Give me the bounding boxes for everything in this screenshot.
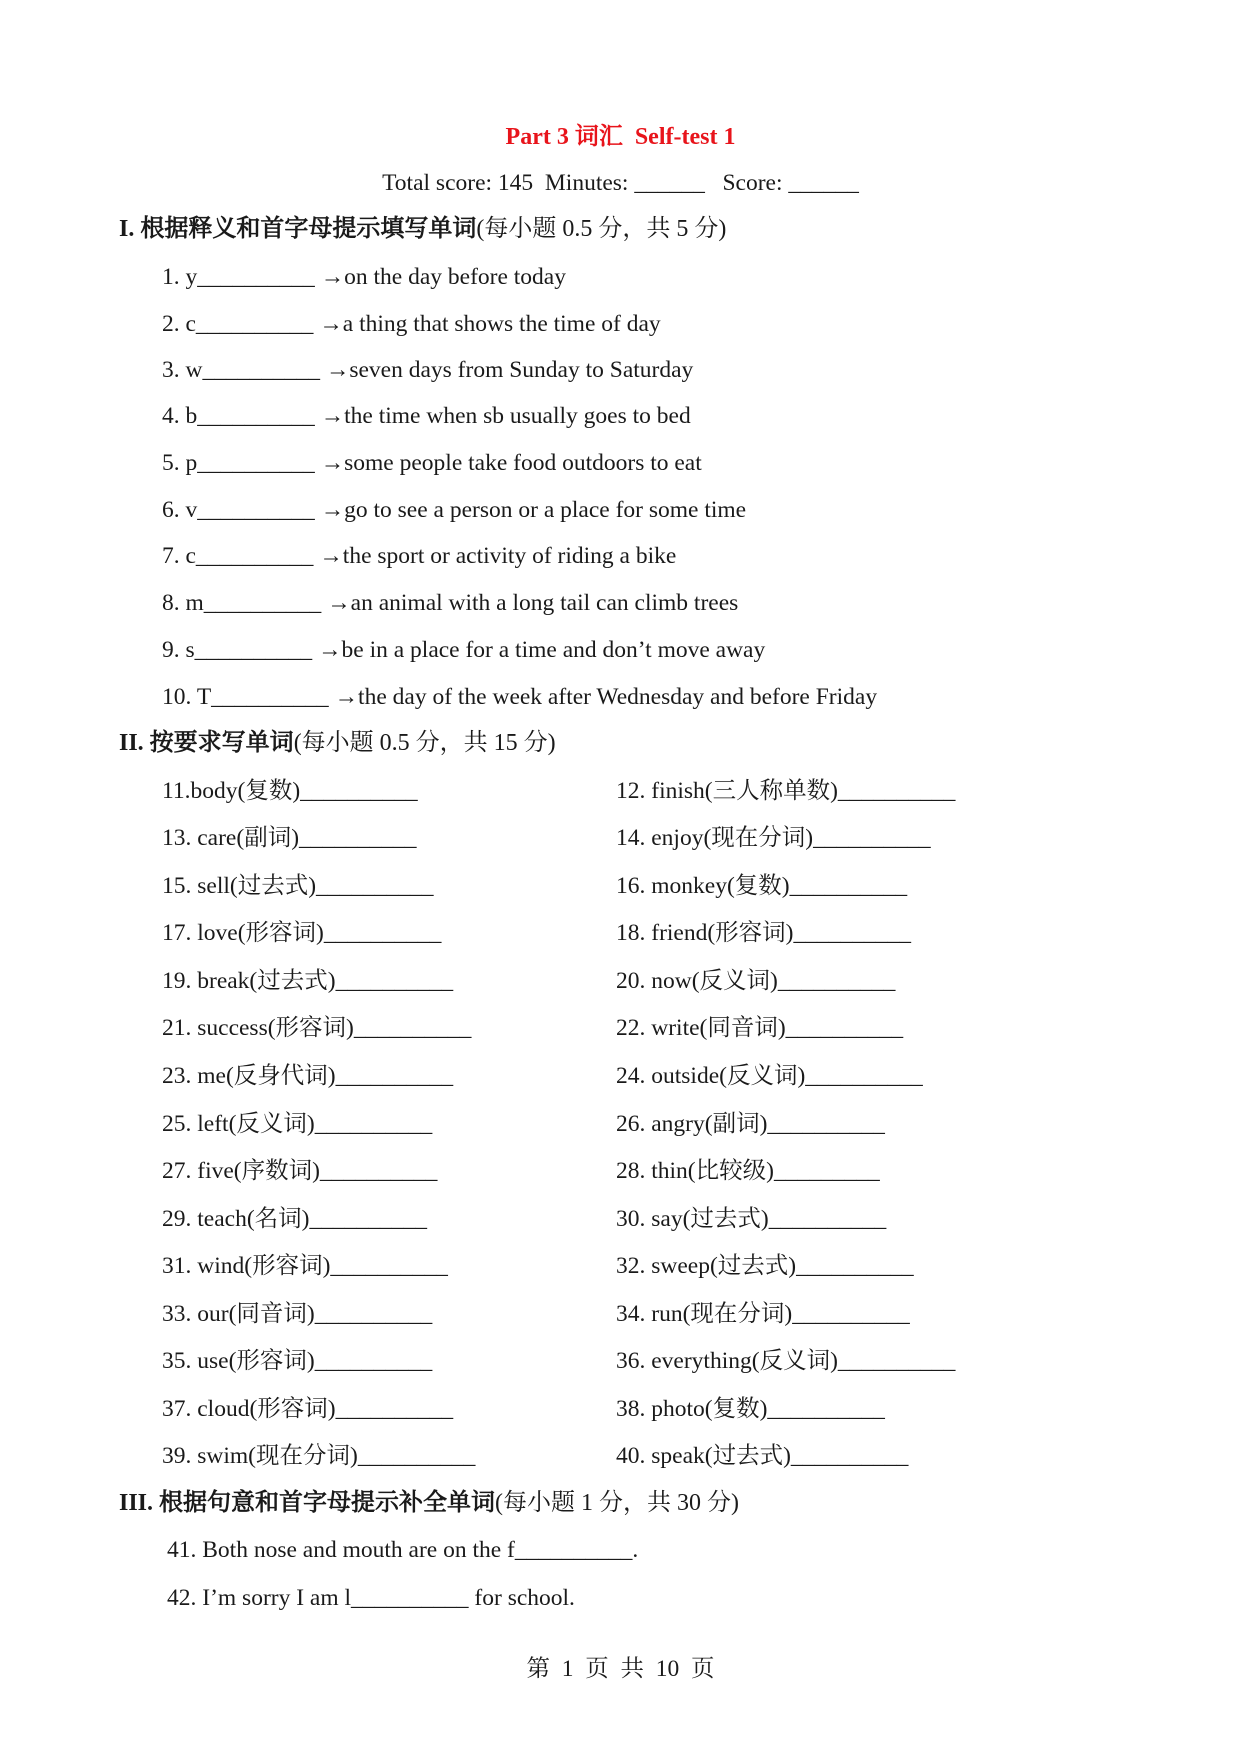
question-27: 27. five(序数词)__________	[162, 1158, 438, 1184]
question-16: 16. monkey(复数)__________	[616, 873, 908, 899]
question-20: 20. now(反义词)__________	[616, 968, 896, 994]
question-3: 3. w__________ →seven days from Sunday to Saturday	[162, 357, 694, 383]
question-26: 26. angry(副词)__________	[616, 1111, 885, 1137]
question-25: 25. left(反义词)__________	[162, 1111, 433, 1137]
question-7: 7. c__________ →the sport or activity of riding a bike	[162, 543, 677, 569]
question-21: 21. success(形容词)__________	[162, 1015, 472, 1041]
question-14: 14. enjoy(现在分词)__________	[616, 825, 931, 851]
section-1-note: (每小题 0.5 分，共 5 分)	[476, 216, 727, 242]
question-10: 10. T__________ →the day of the week after Wednesday and before Friday	[162, 684, 878, 710]
question-11: 11.body(复数)__________	[162, 778, 418, 804]
question-28: 28. thin(比较级)_________	[616, 1158, 880, 1184]
question-17: 17. love(形容词)__________	[162, 920, 442, 946]
question-37: 37. cloud(形容词)__________	[162, 1396, 454, 1422]
question-12: 12. finish(三人称单数)__________	[616, 778, 956, 804]
question-41: 41. Both nose and mouth are on the f__________.	[167, 1537, 639, 1563]
question-29: 29. teach(名词)__________	[162, 1206, 427, 1232]
question-15: 15. sell(过去式)__________	[162, 873, 434, 899]
score-line: Total score: 145 Minutes: ______ Score: ______	[382, 170, 859, 196]
question-36: 36. everything(反义词)__________	[616, 1348, 956, 1374]
section-3-heading	[119, 1488, 739, 1518]
question-38: 38. photo(复数)__________	[616, 1396, 885, 1422]
question-39: 39. swim(现在分词)__________	[162, 1443, 476, 1469]
section-2-note: (每小题 0.5 分，共 15 分)	[293, 730, 556, 756]
question-34: 34. run(现在分词)__________	[616, 1301, 910, 1327]
question-13: 13. care(副词)__________	[162, 825, 417, 851]
question-42: 42. I’m sorry I am l__________ for school.	[167, 1585, 575, 1611]
question-6: 6. v__________ →go to see a person or a place for some time	[162, 497, 747, 523]
section-1-heading	[119, 214, 726, 244]
question-4: 4. b__________ →the time when sb usually goes to bed	[162, 403, 691, 429]
section-1-title: I. 根据释义和首字母提示填写单词	[119, 216, 477, 242]
section-2-heading	[119, 728, 556, 758]
question-2: 2. c__________ →a thing that shows the time of day	[162, 311, 661, 337]
question-8: 8. m__________ →an animal with a long tail can climb trees	[162, 590, 739, 616]
question-5: 5. p__________ →some people take food outdoors to eat	[162, 450, 702, 476]
question-31: 31. wind(形容词)__________	[162, 1253, 448, 1279]
question-24: 24. outside(反义词)__________	[616, 1063, 923, 1089]
question-18: 18. friend(形容词)__________	[616, 920, 912, 946]
question-32: 32. sweep(过去式)__________	[616, 1253, 914, 1279]
question-33: 33. our(同音词)__________	[162, 1301, 433, 1327]
question-30: 30. say(过去式)__________	[616, 1206, 887, 1232]
question-22: 22. write(同音词)__________	[616, 1015, 904, 1041]
section-3-title: III. 根据句意和首字母提示补全单词	[119, 1490, 496, 1516]
question-1: 1. y__________ →on the day before today	[162, 264, 566, 290]
question-40: 40. speak(过去式)__________	[616, 1443, 909, 1469]
question-23: 23. me(反身代词)__________	[162, 1063, 454, 1089]
question-19: 19. break(过去式)__________	[162, 968, 454, 994]
question-9: 9. s__________ →be in a place for a time and don’t move away	[162, 637, 766, 663]
section-2-title: II. 按要求写单词	[119, 730, 294, 756]
page-title: Part 3 词汇 Self-test 1	[505, 124, 736, 150]
section-3-note: (每小题 1 分，共 30 分)	[495, 1490, 740, 1516]
page-footer: 第 1 页 共 10 页	[526, 1656, 715, 1682]
question-35: 35. use(形容词)__________	[162, 1348, 433, 1374]
